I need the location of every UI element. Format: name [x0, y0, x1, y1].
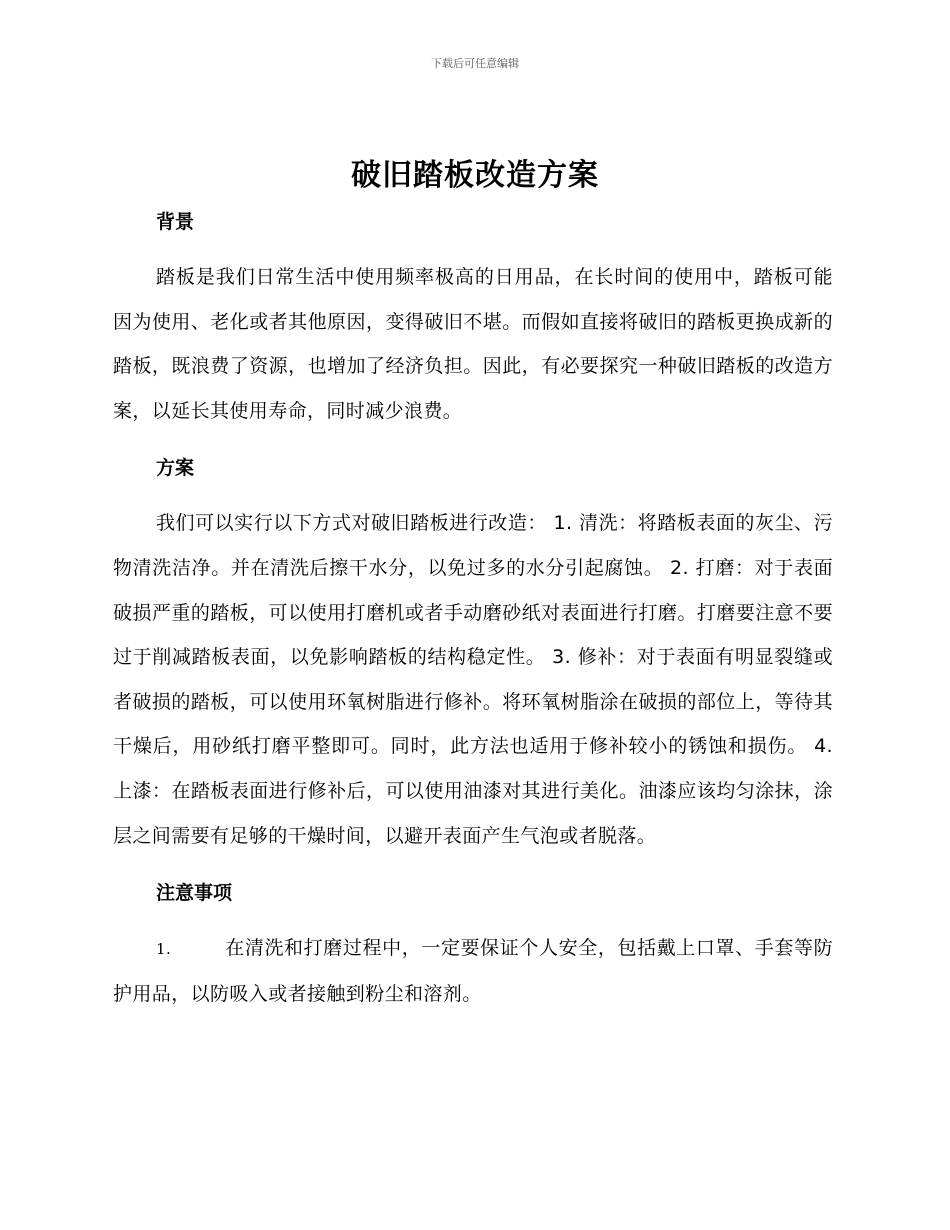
list-item-text: 在清洗和打磨过程中，一定要保证个人安全，包括戴上口罩、手套等防护用品，以防吸入或者接触到粉尘和溶剂。: [113, 937, 833, 1005]
background-paragraph: 踏板是我们日常生活中使用频率极高的日用品，在长时间的使用中，踏板可能因为使用、老化或者其他原因，变得破旧不堪。而假如直接将破旧的踏板更换成新的踏板，既浪费了资源，也增加了经济负担。因此，有必要探究一种破旧踏板的改造方案，以延长其使用寿命，同时减少浪费。: [113, 266, 833, 422]
document-title: 破旧踏板改造方案: [351, 158, 599, 193]
list-item-number: 1.: [156, 940, 172, 959]
background-heading: 背景: [156, 211, 195, 233]
plan-paragraph: 我们可以实行以下方式对破旧踏板进行改造： 1. 清洗：将踏板表面的灰尘、污物清洗洁净。并在清洗后擦干水分，以免过多的水分引起腐蚀。 2. 打磨：对于表面破损严重的踏板，可以使用打磨机或者手动磨砂纸对表面进行打磨。打磨要注意不要过于削减踏板表面，以免影响踏板的结构稳定性。 3. 修补：对于表面有明显裂缝或者破损的踏板，可以使用环氧树脂进行修补。将环氧树脂涂在破损的部位上，等待其干燥后，用砂纸打磨平整即可。同时，此方法也适用于修补较小的锈蚀和损伤。 4. 上漆：在踏板表面进行修补后，可以使用油漆对其进行美化。油漆应该均匀涂抹，涂层之间需要有足够的干燥时间，以避开表面产生气泡或者脱落。: [113, 512, 833, 847]
page-header-note: 下载后可任意编辑: [431, 57, 519, 70]
notes-list-item: [113, 926, 833, 1016]
document-body: [113, 203, 833, 1016]
plan-heading: 方案: [156, 457, 195, 480]
notes-heading: 注意事项: [156, 882, 233, 905]
